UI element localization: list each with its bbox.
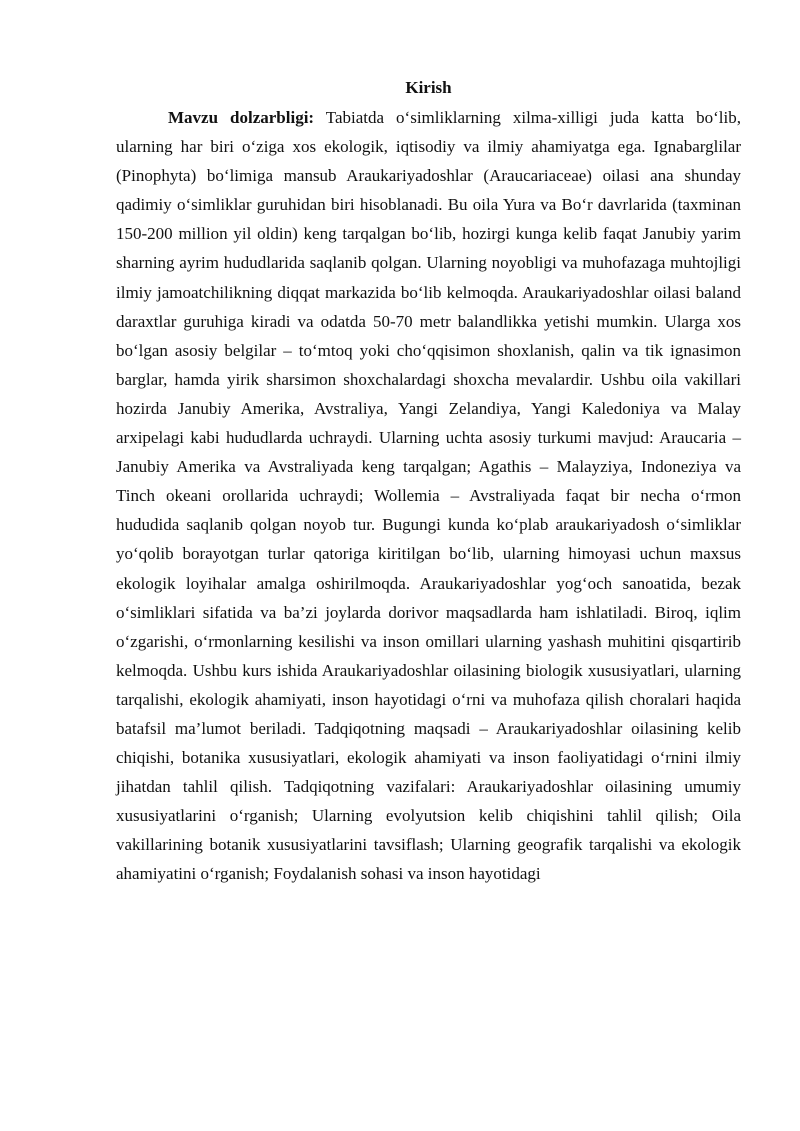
section-title: Kirish — [405, 78, 452, 97]
paragraph-text: Tabiatda o‘simliklarning xilma-xilligi juda katta bo‘lib, ularning har biri o‘ziga xos ekologik, iqtisodiy va ilmiy ahamiyatga ega. Ignabarglilar (Pinophyta) bo‘limiga mansub Araukariyadoshlar (Araucariaceae) oilasi ana shunday qadimiy o‘simliklar guruhidan biri hisoblanadi. Bu oila Yura va Bo‘r davrlarida (taxminan 150-200 million yil oldin) keng tarqalgan bo‘lib, hozirgi kunga kelib faqat Janubiy yarim sharning ayrim hududlarida saqlanib qolgan. Ularning noyobligi va muhofazaga muhtojligi ilmiy jamoatchilikning diqqat markazida bo‘lib kelmoqda. Araukariyadoshlar oilasi baland daraxtlar guruhiga kiradi va odatda 50-70 metr balandlikka yetishi mumkin. Ularga xos bo‘lgan asosiy belgilar – to‘mtoq yoki cho‘qqisimon shoxlanish, qalin va tik ignasimon barglar, hamda yirik sharsimon shoxchalardagi shoxcha mevalardir. Ushbu oila vakillari hozirda Janubiy Amerika, Avstraliya, Yangi Zelandiya, Yangi Kaledoniya va Malay arxipelagi kabi hududlarda uchraydi. Ularning uchta asosiy turkumi mavjud: Araucaria – Janubiy Amerika va Avstraliyada keng tarqalgan; Agathis – Malayziya, Indoneziya va Tinch okeani orollarida uchraydi; Wollemia – Avstraliyada faqat bir necha o‘rmon hududida saqlanib qolgan noyob tur. Bugungi kunda ko‘plab araukariyadosh o‘simliklar yo‘qolib borayotgan turlar qatoriga kiritilgan bo‘lib, ularning himoyasi uchun maxsus ekologik loyihalar amalga oshirilmoqda. Araukariyadoshlar yog‘och sanoatida, bezak o‘simliklari sifatida va ba’zi joylarda dorivor maqsadlarda ham ishlatiladi. Biroq, iqlim o‘zgarishi, o‘rmonlarning kesilishi va inson omillari ularning yashash muhitini qisqartirib kelmoqda. Ushbu kurs ishida Araukariyadoshlar oilasining biologik xususiyatlari, ularning tarqalishi, ekologik ahamiyati, inson hayotidagi o‘rni va muhofaza qilish choralari haqida batafsil ma’lumot beriladi. Tadqiqotning maqsadi – Araukariyadoshlar oilasining kelib chiqishi, botanika xususiyatlari, ekologik ahamiyati va inson faoliyatidagi o‘rnini ilmiy jihatdan tahlil qilish. Tadqiqotning vazifalari: Araukariyadoshlar oilasining umumiy xususiyatlarini o‘rganish; Ularning evolyutsion kelib chiqishini tahlil qilish; Oila vakillarining botanik xususiyatlarini tavsiflash; Ularning geografik tarqalishi va ekologik ahamiyatini o‘rganish; Foydalanish sohasi va inson hayotidagi — [116, 108, 741, 884]
document-content — [116, 74, 741, 889]
body-paragraph — [116, 103, 741, 889]
lead-label: Mavzu dolzarbligi: — [168, 108, 315, 127]
